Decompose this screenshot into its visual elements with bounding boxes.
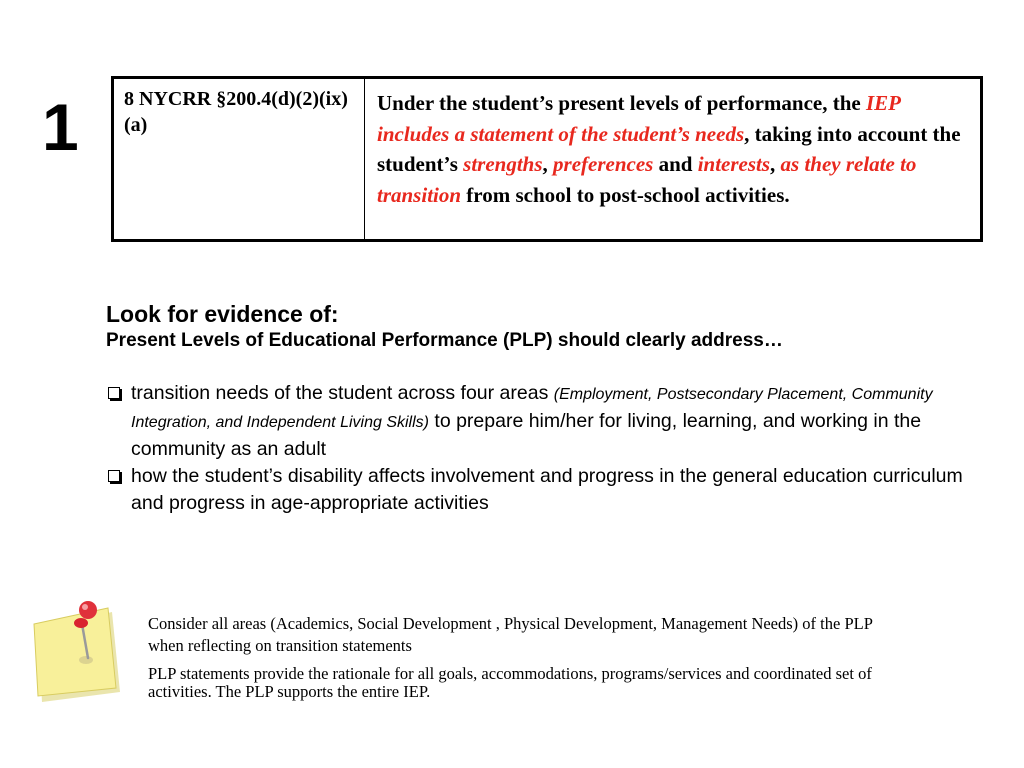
statement-text-4: and	[653, 152, 698, 176]
statement-emphasis-preferences: preferences	[553, 152, 654, 176]
note-consider-areas: Consider all areas (Academics, Social Development , Physical Development, Management Needs) of the PLP when reflecting on transition statements	[148, 614, 873, 655]
statement-emphasis-transition: as they relate to transition	[377, 152, 917, 207]
look-for-subtitle: Present Levels of Educational Performance (PLP) should clearly address…	[106, 330, 783, 351]
note-plp-rationale: PLP statements provide the rationale for all goals, accommodations, programs/services and coordinated set of activities. The PLP supports the entire IEP.	[148, 664, 872, 701]
regulation-citation: 8 NYCRR §200.4(d)(2)(ix)(a)	[113, 78, 365, 241]
statement-emphasis-strengths: strengths	[463, 152, 543, 176]
list-item	[106, 380, 986, 463]
statement-emphasis-interests: interests	[697, 152, 771, 176]
notes-section	[148, 613, 908, 701]
slide-number: 1	[42, 90, 79, 164]
regulation-row	[113, 78, 982, 241]
bullet-areas-italic: (Employment, Postsecondary Placement, Community Integration, and Independent Living Skills)	[131, 386, 933, 431]
statement-text-3: ,	[542, 152, 554, 176]
statement-text-1: Under the student’s present levels of performance, the	[377, 91, 866, 115]
evidence-list	[106, 380, 986, 517]
list-item	[106, 463, 986, 517]
bullet-text: how the student’s disability affects involvement and progress in the general education curriculum and progress in age-appropriate activities	[131, 465, 963, 514]
statement-text-6: from school to post-school activities.	[461, 182, 790, 207]
bullet-text-end: to prepare him/her for living, learning, and working in the community as an adult	[131, 410, 922, 460]
look-for-title: Look for evidence of:	[106, 301, 339, 327]
statement-text-5: ,	[770, 152, 781, 176]
look-for-section	[106, 300, 986, 517]
statement-text-2: , taking into account the student’s	[377, 121, 961, 176]
checkbox-bullet-icon	[108, 470, 120, 482]
bullet-text: transition needs of the student across four areas	[131, 382, 554, 404]
regulation-table	[111, 76, 983, 242]
regulation-statement	[365, 78, 982, 241]
statement-emphasis-needs: IEP includes a statement of the student’s needs	[377, 91, 901, 146]
sticky-note-pushpin-icon	[26, 596, 126, 706]
checkbox-bullet-icon	[108, 387, 120, 399]
